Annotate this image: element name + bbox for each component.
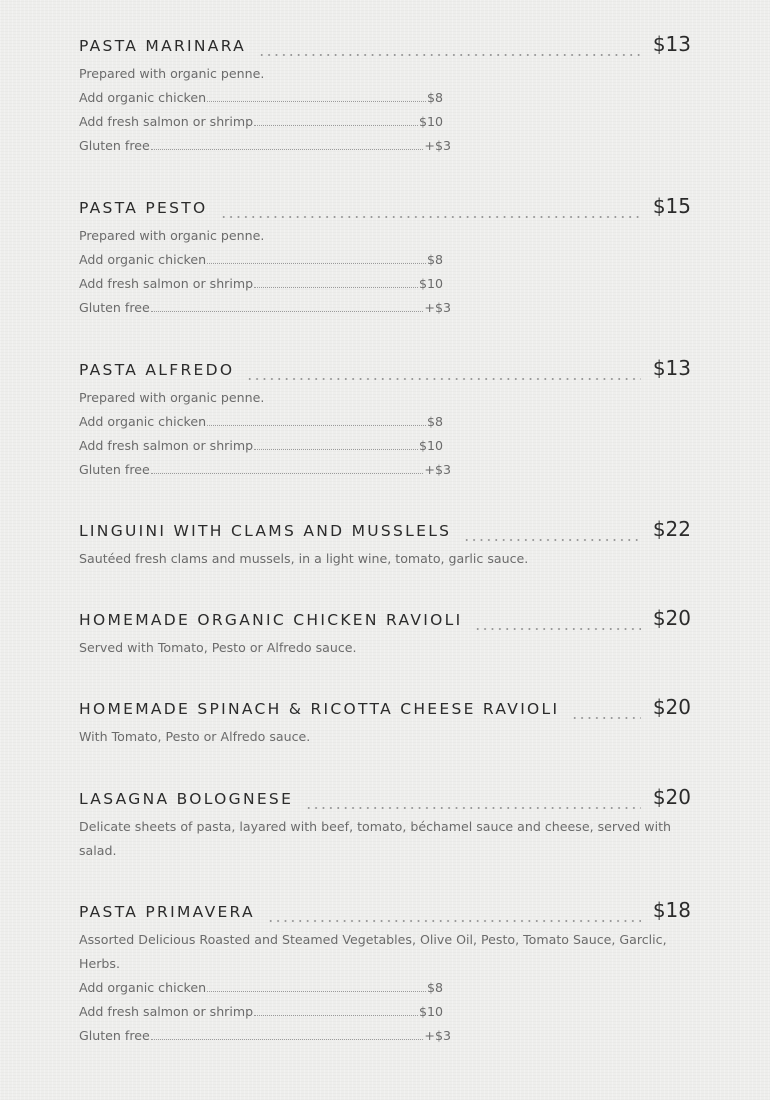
dot-leader <box>151 1039 424 1040</box>
menu-item-name: LASAGNA BOLOGNESE <box>79 790 294 808</box>
menu-item-price: $20 <box>652 695 691 719</box>
option-row <box>79 410 443 434</box>
menu-item-header <box>79 356 691 386</box>
dot-leader <box>207 991 426 992</box>
menu-item-description: Delicate sheets of pasta, layared with beef, tomato, béchamel sauce and cheese, served with salad. <box>79 819 671 858</box>
menu-item-header <box>79 606 691 636</box>
option-row <box>79 434 443 458</box>
menu-item-details <box>79 725 691 749</box>
option-label: Add organic chicken <box>79 90 207 105</box>
option-row <box>79 86 443 110</box>
menu-item-pasta-pesto <box>79 194 691 320</box>
menu-item-details <box>79 928 691 1048</box>
dot-leader <box>267 920 641 922</box>
option-label: Gluten free <box>79 300 150 315</box>
menu-item-details <box>79 386 691 482</box>
menu-item-price: $20 <box>652 606 691 630</box>
option-label: Gluten free <box>79 462 150 477</box>
menu-item-price: $22 <box>652 517 691 541</box>
menu-item-header <box>79 785 691 815</box>
menu-item-name: HOMEMADE SPINACH & RICOTTA CHEESE RAVIOLI <box>79 700 560 718</box>
dot-leader <box>258 54 641 56</box>
option-label: Gluten free <box>79 1028 150 1043</box>
option-row <box>79 1024 451 1048</box>
menu-item-header <box>79 695 691 725</box>
dot-leader <box>571 717 640 719</box>
option-row <box>79 296 451 320</box>
dot-leader <box>220 216 641 218</box>
dot-leader <box>254 125 418 126</box>
option-label: Gluten free <box>79 138 150 153</box>
option-label: Add fresh salmon or shrimp <box>79 114 254 129</box>
dot-leader <box>463 539 641 541</box>
option-price: $10 <box>418 438 443 453</box>
menu-item-pasta-marinara <box>79 32 691 158</box>
option-label: Add fresh salmon or shrimp <box>79 276 254 291</box>
menu-item-spinach-ricotta-ravioli <box>79 695 691 749</box>
option-price: $8 <box>426 980 443 995</box>
option-label: Add organic chicken <box>79 414 207 429</box>
menu-item-header <box>79 194 691 224</box>
menu-item-name: PASTA PESTO <box>79 199 208 217</box>
menu-item-price: $15 <box>652 194 691 218</box>
dot-leader <box>151 311 424 312</box>
menu-item-header <box>79 898 691 928</box>
menu-item-price: $20 <box>652 785 691 809</box>
menu-item-details <box>79 815 691 863</box>
dot-leader <box>151 473 424 474</box>
option-row <box>79 110 443 134</box>
menu-item-name: PASTA ALFREDO <box>79 361 235 379</box>
option-price: $10 <box>418 276 443 291</box>
dot-leader <box>207 101 426 102</box>
dot-leader <box>474 628 640 630</box>
menu-item-details <box>79 224 691 320</box>
option-price: $8 <box>426 414 443 429</box>
menu-item-chicken-ravioli <box>79 606 691 660</box>
dot-leader <box>254 287 418 288</box>
option-price: +$3 <box>424 300 451 315</box>
menu-item-description: With Tomato, Pesto or Alfredo sauce. <box>79 729 311 744</box>
option-label: Add fresh salmon or shrimp <box>79 438 254 453</box>
menu-item-description: Served with Tomato, Pesto or Alfredo sauce. <box>79 640 357 655</box>
option-row <box>79 134 451 158</box>
menu-item-description: Assorted Delicious Roasted and Steamed Vegetables, Olive Oil, Pesto, Tomato Sauce, Garclic, Herbs. <box>79 932 667 971</box>
option-price: +$3 <box>424 1028 451 1043</box>
dot-leader <box>207 263 426 264</box>
option-price: $8 <box>426 252 443 267</box>
menu-item-description: Prepared with organic penne. <box>79 66 265 81</box>
option-label: Add organic chicken <box>79 252 207 267</box>
option-row <box>79 1000 443 1024</box>
option-row <box>79 976 443 1000</box>
option-price: +$3 <box>424 462 451 477</box>
menu-item-details <box>79 636 691 660</box>
dot-leader <box>305 807 641 809</box>
menu-item-linguini-clams-mussels <box>79 517 691 571</box>
menu-item-name: LINGUINI WITH CLAMS AND MUSSLELS <box>79 522 452 540</box>
option-row <box>79 458 451 482</box>
option-row <box>79 248 443 272</box>
menu-item-description: Sautéed fresh clams and mussels, in a light wine, tomato, garlic sauce. <box>79 551 529 566</box>
dot-leader <box>254 1015 418 1016</box>
menu-item-header <box>79 32 691 62</box>
menu-item-price: $13 <box>652 32 691 56</box>
menu-item-lasagna-bolognese <box>79 785 691 863</box>
menu-item-pasta-primavera <box>79 898 691 1048</box>
menu-item-name: PASTA MARINARA <box>79 37 247 55</box>
menu-item-description: Prepared with organic penne. <box>79 390 265 405</box>
option-label: Add fresh salmon or shrimp <box>79 1004 254 1019</box>
menu-item-price: $13 <box>652 356 691 380</box>
option-row <box>79 272 443 296</box>
option-price: $8 <box>426 90 443 105</box>
option-price: $10 <box>418 1004 443 1019</box>
dot-leader <box>254 449 418 450</box>
dot-leader <box>246 378 640 380</box>
option-label: Add organic chicken <box>79 980 207 995</box>
option-price: $10 <box>418 114 443 129</box>
dot-leader <box>151 149 424 150</box>
menu-item-details <box>79 62 691 158</box>
menu-item-price: $18 <box>652 898 691 922</box>
menu-item-description: Prepared with organic penne. <box>79 228 265 243</box>
menu-item-pasta-alfredo <box>79 356 691 482</box>
menu-item-header <box>79 517 691 547</box>
menu-item-details <box>79 547 691 571</box>
dot-leader <box>207 425 426 426</box>
menu-item-name: PASTA PRIMAVERA <box>79 903 255 921</box>
option-price: +$3 <box>424 138 451 153</box>
menu-item-name: HOMEMADE ORGANIC CHICKEN RAVIOLI <box>79 611 463 629</box>
